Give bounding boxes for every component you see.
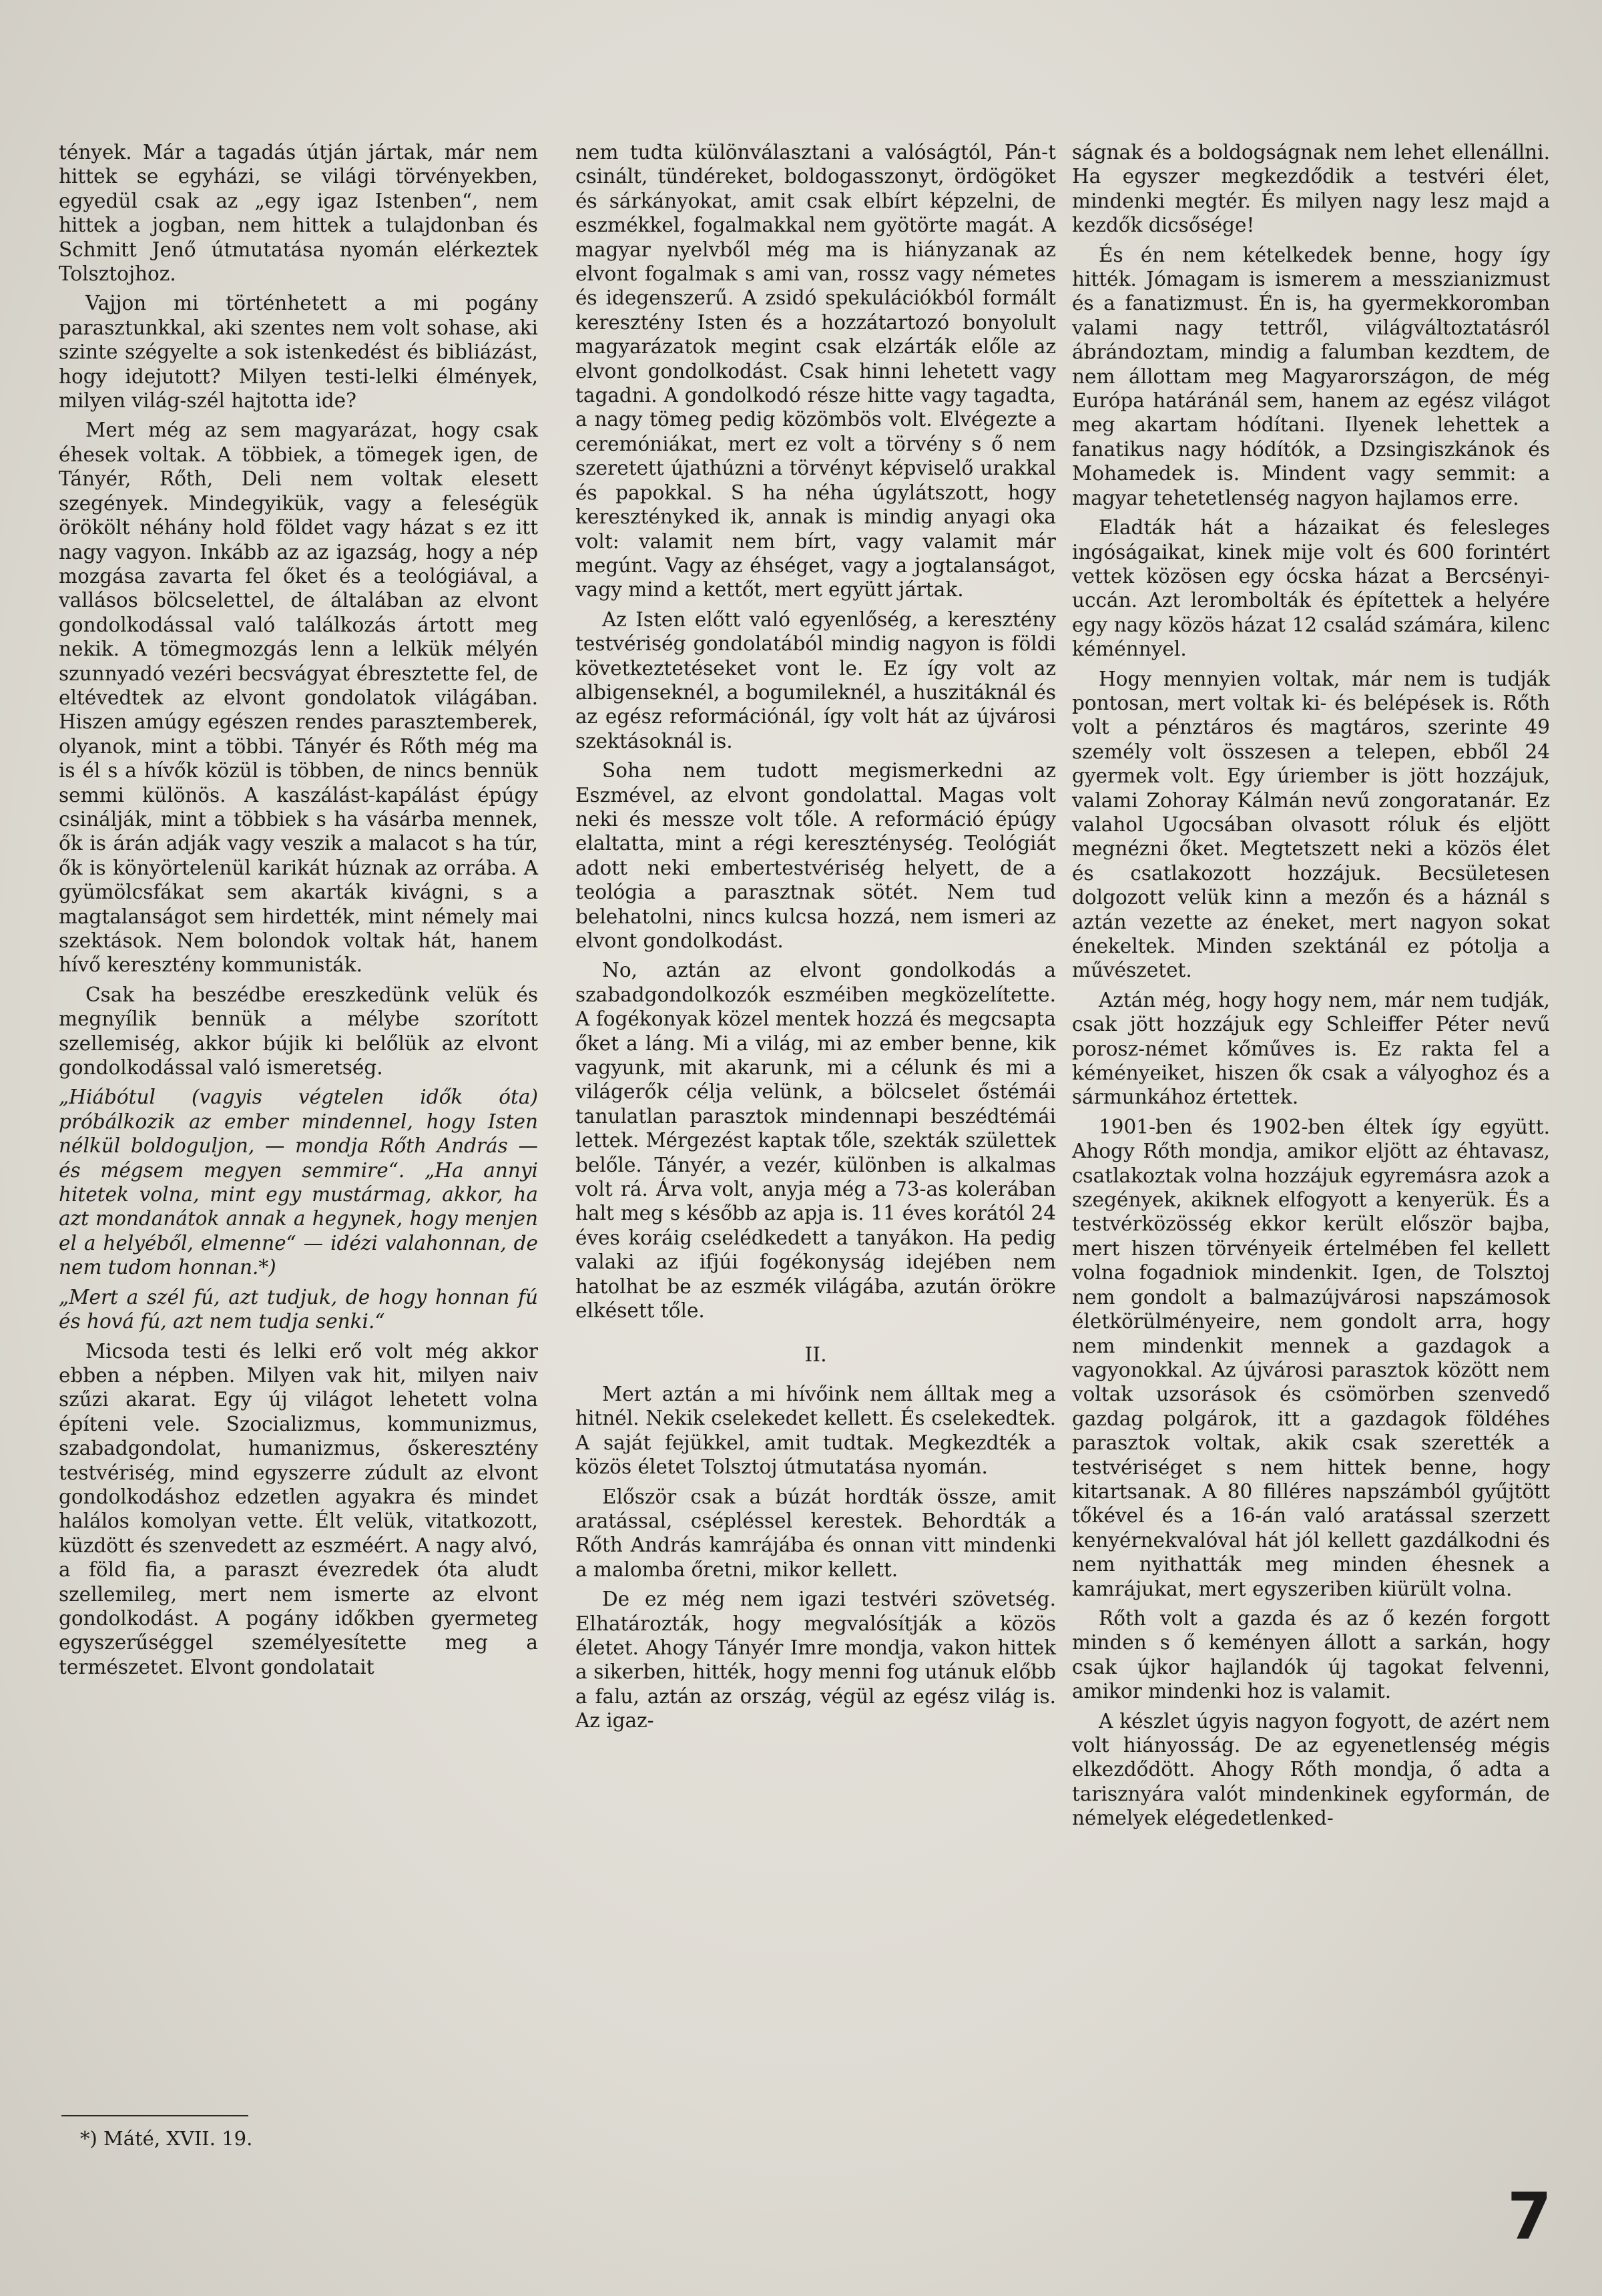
paragraph: És én nem kételkedek benne, hogy így hitték. Jómagam is ismerem a messzianizmust és a fanatizmust. Én is, ha gyermekkoromban valami nagy tettről, világváltoztatásról ábrándoztam, mindig a falumban kezdtem, de nem állottam meg Magyarországon, de még Európa határánál sem, hanem az egész világot meg akartam hódítani. Ilyenek lehettek a fanatikus nagy hódítók, a Dzsingiszkánok és Mohamedek is. Mindent vagy semmit: a magyar tehetetlenség nagyon hajlamos erre. — [1072, 243, 1550, 509]
paragraph: A készlet úgyis nagyon fogyott, de azért nem volt hiányosság. De az egyenetlenség mégis elkezdődött. Ahogy Rőth mondja, ő adta a tarisznyára valót mindenkinek egyformán, de némelyek elégedetlenked- — [1072, 1709, 1550, 1830]
paragraph: Hogy mennyien voltak, már nem is tudják pontosan, mert voltak ki- és belépések is. Rőth volt a pénztáros és magtáros, szerinte 49 személy volt összesen a telepen, ebből 24 gyermek volt. Egy úriember is jött hozzájuk, valami Zohoray Kálmán nevű zongoratanár. Ez valahol Ugocsában olvasott róluk és eljött megnézni őket. Megtetszett neki a közös élet és csatlakozott hozzájuk. Becsületesen dolgozott velük kinn a mezőn és a háznál s aztán vezette az éneket, mert nagyon sokat énekeltek. Minden szektánál ez pótolja a művészetet. — [1072, 667, 1550, 982]
paragraph: Vajjon mi történhetett a mi pogány parasztunkkal, aki szentes nem volt sohase, aki szinte szégyelte a sok istenkedést és bibliázást, hogy idejutott? Milyen testi-lelki élmények, milyen világ-szél hajtotta ide? — [59, 292, 538, 413]
paragraph: Rőth volt a gazda és az ő kezén forgott minden s ő keményen állott a sarkán, hogy csak újkor hajlandók új tagokat felvenni, amikor mindenki hoz is valamit. — [1072, 1606, 1550, 1703]
paragraph: 1901-ben és 1902-ben éltek így együtt. Ahogy Rőth mondja, amikor eljött az éhtavasz, csatlakoztak volna hozzájuk egyremásra azok a szegények, akiknek elfogyott a kenyerük. És a testvérközösség ekkor került először bajba, mert hiszen törvényeik értelmében fel kellett volna fogadniok mindenkit. Igen, de Tolsztoj nem gondolt a balmazújvárosi napszámosok életkörülményeire, nem gondolt arra, hogy nem mindenkit mennek a gazdagok a vagyonokkal. Az újvárosi parasztok között nem voltak uzsorások és csömörben szenvedő gazdag polgárok, itt a gazdagok földéhes parasztok voltak, akik csak szerették a testvériséget s nem hittek benne, hogy kitartsanak. A 80 filléres napszámból gyűjtött tőkével és a 16-án való aratással szerzett kenyérnekvalóval hát jól kellett gazdálkodni és nem nyithatták meg minden éhesnek a kamrájukat, mert egyszeriben kiürült volna. — [1072, 1115, 1550, 1600]
text-column-2 — [575, 140, 1056, 1733]
quotation: „Mert a szél fú, azt tudjuk, de hogy honnan fú és hová fú, azt nem tudja senki.“ — [59, 1285, 538, 1333]
page-number: 7 — [1507, 2179, 1552, 2254]
footnote: *) Máté, XVII. 19. — [80, 2127, 253, 2150]
paragraph: Mert aztán a mi hívőink nem álltak meg a hitnél. Nekik cselekedet kellett. És cselekedtek. A saját fejükkel, amit tudtak. Megkezdték a közös életet Tolsztoj útmutatása nyomán. — [575, 1382, 1056, 1479]
paragraph: Aztán még, hogy hogy nem, már nem tudják, csak jött hozzájuk egy Schleiffer Péter nevű porosz-német kőműves is. Ez rakta fel a kéményeiket, hiszen ők csak a vályoghoz és a sármunkához értettek. — [1072, 988, 1550, 1109]
paragraph: tények. Már a tagadás útján jártak, már nem hittek se egyházi, se világi törvényekben, egyedül csak az „egy igaz Istenben“, nem hittek a jogban, nem hittek a tulajdonban és Schmitt Jenő útmutatása nyomán elérkeztek Tolsztojhoz. — [59, 141, 538, 286]
paragraph: De ez még nem igazi testvéri szövetség. Elhatározták, hogy megvalósítják a közös életet. Ahogy Tányér Imre mondja, vakon hittek a sikerben, hitték, hogy menni fog utánuk előbb a falu, aztán az ország, végül az egész világ is. Az igaz- — [575, 1588, 1056, 1733]
text-column-3 — [1072, 140, 1550, 1831]
paragraph: Micsoda testi és lelki erő volt még akkor ebben a népben. Milyen vak hit, milyen naiv szűzi akarat. Egy új világot lehetett volna építeni vele. Szocializmus, kommunizmus, szabadgondolat, humanizmus, őskeresztény testvériség, mind egyszerre zúdult az elvont gondolkodáshoz edzetlen agyakra és mindet halálos komolyan vette. Élt velük, vitatkozott, küzdött és szenvedett az eszméért. A nagy alvó, a föld fia, a paraszt évezredek óta aludt szellemileg, mert nem ismerte az elvont gondolkodást. A pogány időkben gyermeteg egyszerűséggel személyesítette meg a természetet. Elvont gondolatait — [59, 1339, 538, 1678]
paragraph: No, aztán az elvont gondolkodás a szabadgondolkozók eszméiben megközelítette. A fogékonyak közel mentek hozzá és megcsapta őket a láng. Mi a világ, mi az ember benne, kik vagyunk, mit akarunk, mi a célunk és mi a világerők célja velünk, a bölcselet őstémái tanulatlan parasztok mindennapi beszédtémái lettek. Mérgezést kaptak tőle, szekták születtek belőle. Tányér, a vezér, különben is alkalmas volt rá. Árva volt, anyja még a 73-as kolerában halt meg s később az apja is. 11 éves korától 24 éves koráig cselédkedett a tanyákon. Ha pedig valaki az ifjúi fogékonyság idejében nem hatolhat be az eszmék világába, azután örökre elkésett tőle. — [575, 959, 1056, 1323]
paragraph: Csak ha beszédbe ereszkedünk velük és megnyílik bennük a mélybe szorított szellemiség, akkor bújik ki belőlük az elvont gondolkodással való ismeretség. — [59, 983, 538, 1080]
paragraph: nem tudta különválasztani a valóságtól, Pán-t csinált, tündéreket, boldogasszonyt, ördögöket és sárkányokat, amit csak elbírt képzelni, de eszmékkel, fogalmakkal nem gyötörte magát. A magyar nyelvből még ma is hiányzanak az elvont fogalmak s ami van, rossz vagy németes és idegenszerű. A zsidó spekulációkból formált keresztény Isten és a hozzátartozó bonyolult magyarázatok megint csak elzárták előle az elvont gondolkodást. Csak hinni lehetett vagy tagadni. A gondolkodó része hitte vagy tagadta, a nagy tömeg pedig közömbös volt. Elvégezte a ceremóniákat, mert ez volt a törvény s ő nem szeretett újathúzni a törvényt képviselő urakkal és papokkal. S ha néha úgylátszott, hogy keresztényked ik, annak is mindig anyagi oka volt: valamit nem bírt, vagy valamit már megúnt. Vagy az éhséget, vagy a jogtalanságot, vagy mind a kettőt, mert együtt jártak. — [575, 141, 1056, 602]
paragraph: Az Isten előtt való egyenlőség, a keresztény testvériség gondolatából mindig nagyon is földi következtetéseket vont le. Ez így volt az albigenseknél, a bogumileknél, a huszitáknál és az egész reformációnál, így volt hát az újvárosi szektásoknál is. — [575, 608, 1056, 752]
section-heading: II. — [804, 1343, 827, 1367]
paragraph: Mert még az sem magyarázat, hogy csak éhesek voltak. A többiek, a tömegek igen, de Tányér, Rőth, Deli nem voltak elesett szegények. Mindegyikük, vagy a feleségük örökölt néhány hold földet vagy házat s ez itt nagy vagyon. Inkább az az igazság, hogy a nép mozgása zavarta fel őket és a teológiával, a vallásos bölcselettel, de általában az elvont gondolkodással való találkozás ártott meg nekik. A tömegmozgás lenn a lelkük mélyén szunnyadó vezéri becsvágyat ébresztette fel, de eltévedtek az elvont gondolatok világában. Hiszen amúgy egészen rendes parasztemberek, olyanok, mint a többi. Tányér és Rőth még ma is él s a hívők közül is többen, de nincs bennük semmi különös. A kaszálást-kapálást épúgy csinálják, mint a többiek s ha vásárba mennek, ők is árán adják vagy veszik a malacot s ha túr, ők is könyörtelenül karikát húznak az orrába. A gyümölcsfákat sem akarták kivágni, s a magtalanságot sem hirdették, mint némely mai szektások. Nem bolondok voltak hát, hanem hívő keresztény kommunisták. — [59, 419, 538, 977]
paragraph: Soha nem tudott megismerkedni az Eszmével, az elvont gondolattal. Magas volt neki és messze volt tőle. A reformáció épúgy elaltatta, mint a régi kereszténység. Teológiát adott neki embertestvériség helyett, de a teológia a parasztnak sötét. Nem tud belehatolni, nincs kulcsa hozzá, nem ismeri az elvont gondolkodást. — [575, 759, 1056, 952]
footnote-divider — [61, 2115, 248, 2116]
paragraph: ságnak és a boldogságnak nem lehet ellenállni. Ha egyszer megkezdődik a testvéri élet, mindenki megtér. És milyen nagy lesz majd a kezdők dicsősége! — [1072, 141, 1550, 237]
paragraph: Eladták hát a házaikat és felesleges ingóságaikat, kinek mije volt és 600 forintért vettek közösen egy ócska házat a Bercsényi-uccán. Azt lerombolták és építettek a helyére egy nagy közös házat 12 család számára, kilenc kéménnyel. — [1072, 516, 1550, 661]
text-column-1 — [59, 140, 538, 1679]
quotation: „Hiábótul (vagyis végtelen idők óta) próbálkozik az ember mindennel, hogy Isten nélkül boldoguljon, — mondja Rőth András — és mégsem megyen semmire“. „Ha annyi hitetek volna, mint egy mustármag, akkor, ha azt mondanátok annak a hegynek, hogy menjen el a helyéből, elmenne“ — idézi valahonnan, de nem tudom honnan.*) — [59, 1086, 538, 1279]
paragraph: Először csak a búzát hordták össze, amit aratással, csépléssel kerestek. Behordták a Rőth András kamrájába és onnan vitt mindenki a malomba őretni, mikor kellett. — [575, 1485, 1056, 1581]
